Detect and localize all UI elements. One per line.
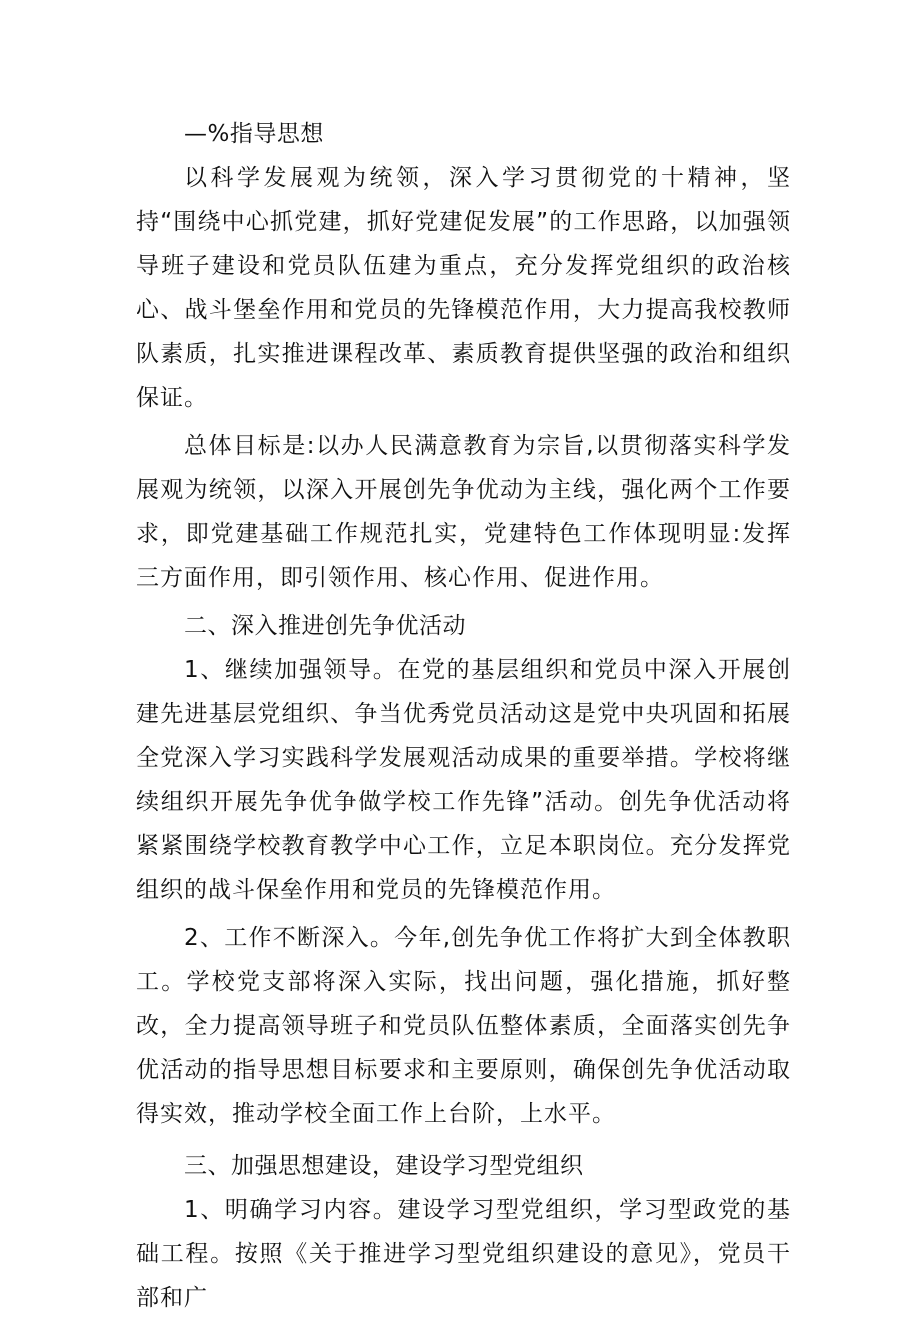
paragraph-overall-goal: 总体目标是:以办人民满意教育为宗旨,以贯彻落实科学发展观为统领，以深入开展创先争优动为主线，强化两个工作要求，即党建基础工作规范扎实，党建特色工作体现明显:发挥三方面作用，即引领作用、核心作用、促进作用。 [136,433,791,591]
document-body [136,112,791,1320]
paragraph-strengthen-leadership: 1、继续加强领导。在党的基层组织和党员中深入开展创建先进基层党组织、争当优秀党员活动这是党中央巩固和拓展全党深入学习实践科学发展观活动成果的重要举措。学校将继续组织开展先争优争做学校工作先锋”活动。创先争优活动将紧紧围绕学校教育教学中心工作，立足本职岗位。充分发挥党组织的战斗保垒作用和党员的先锋模范作用。 [136,657,791,903]
section-heading-guiding-ideology: —%指导思想 [184,121,324,147]
section-heading-learning-organization: 三、加强思想建设，建设学习型党组织 [184,1153,584,1179]
section-heading-excellence-activity: 二、深入推进创先争优活动 [184,613,466,639]
paragraph-deepen-work: 2、工作不断深入。今年,创先争优工作将扩大到全体教职工。学校党支部将深入实际，找出问题，强化措施，抓好整改，全力提高领导班子和党员队伍整体素质，全面落实创先争优活动的指导思想目标要求和主要原则，确保创先争优活动取得实效，推动学校全面工作上台阶，上水平。 [136,925,791,1127]
spacer [136,1136,791,1144]
paragraph-guiding-ideology: 以科学发展观为统领，深入学习贯彻党的十精神，坚持“围绕中心抓党建，抓好党建促发展”的工作思路，以加强领导班子建设和党员队伍建为重点，充分发挥党组织的政治核心、战斗堡垒作用和党员的先锋模范作用，大力提高我校教师队素质，扎实推进课程改革、素质教育提供坚强的政治和组织保证。 [136,165,791,411]
paragraph-learning-content: 1、明确学习内容。建设学习型党组织，学习型政党的基础工程。按照《关于推进学习型党组织建设的意见》，党员干部和广 [136,1197,791,1311]
